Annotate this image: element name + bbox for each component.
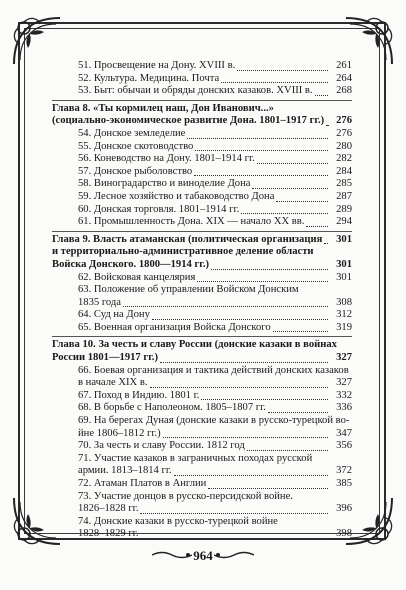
toc-entry-title: в начале XIX в. — [78, 377, 148, 389]
leader-dots — [211, 268, 328, 270]
leader-dots — [241, 212, 328, 214]
toc-entry[interactable] — [52, 204, 352, 217]
toc-entry-title: 63. Положение об управлении Войском Донским — [78, 284, 299, 296]
toc-entry-title: 73. Участие донцов в русско-персидской войне. — [78, 490, 293, 502]
toc-page-number: 319 — [336, 321, 352, 333]
chapter-separator — [52, 231, 352, 232]
toc-entry-title: 68. В борьбе с Наполеоном. 1805–1807 гг. — [78, 402, 266, 414]
chapter-separator — [52, 100, 352, 101]
toc-page-number: 308 — [336, 296, 352, 308]
toc-entry[interactable] — [52, 491, 352, 504]
toc-page-number: 280 — [336, 140, 352, 152]
page-number: 964 — [193, 548, 213, 563]
leader-dots — [276, 200, 328, 202]
toc-entry[interactable] — [52, 141, 352, 154]
toc-entry-title: 1828–1829 гг. — [78, 528, 139, 540]
toc-entry-title: Глава 8. «Ты кормилец наш, Дон Иванович...» — [52, 102, 274, 114]
toc-entry[interactable] — [52, 390, 352, 403]
toc-entry[interactable] — [52, 216, 352, 229]
toc-page-number: 372 — [336, 465, 352, 477]
toc-entry-title: 1826–1828 гг. — [78, 503, 139, 515]
toc-page-number: 301 — [336, 271, 352, 283]
toc-entry[interactable] — [52, 322, 352, 335]
toc-page-number: 282 — [336, 153, 352, 165]
toc-entry-title: 59. Лесное хозяйство и табаководство Дона — [78, 190, 275, 202]
toc-entry[interactable] — [52, 402, 352, 415]
toc-entry[interactable] — [52, 465, 352, 478]
toc-page-number: 312 — [336, 309, 352, 321]
leader-dots — [160, 361, 328, 363]
toc-entry[interactable] — [52, 478, 352, 491]
leader-dots — [221, 81, 328, 83]
leader-dots — [315, 94, 328, 96]
leader-dots — [257, 162, 328, 164]
toc-entry-title: 69. На берегах Дуная (донские казаки в русско-турецкой во- — [78, 415, 350, 427]
toc-chapter-line[interactable] — [52, 115, 352, 128]
toc-page-number: 264 — [336, 72, 352, 84]
toc-entry-title: 60. Донская торговля. 1801–1914 гг. — [78, 203, 240, 215]
leader-dots — [208, 487, 328, 489]
toc-entry[interactable] — [52, 309, 352, 322]
toc-page-number: 261 — [336, 60, 352, 71]
toc-page-number: 396 — [336, 503, 352, 515]
toc-entry[interactable] — [52, 153, 352, 166]
toc-entry-title: армии. 1813–1814 гг. — [78, 465, 172, 477]
toc-entry-title: России 1801—1917 гг.) — [52, 352, 158, 364]
toc-page-number: 385 — [336, 478, 352, 489]
toc-entry-title: 62. Войсковая канцелярия — [78, 271, 196, 283]
leader-dots — [174, 474, 328, 476]
toc-chapter-line[interactable] — [52, 352, 352, 365]
toc-chapter-line[interactable] — [52, 246, 352, 259]
toc-entry[interactable] — [52, 284, 352, 297]
toc-entry-title: 54. Донское земледелие — [78, 127, 186, 139]
toc-entry-title: 65. Военная организация Войска Донского — [78, 321, 271, 333]
toc-page-number: 327 — [336, 377, 352, 389]
toc-entry[interactable] — [52, 272, 352, 285]
toc-chapter-line[interactable] — [52, 259, 352, 272]
toc-page-number: 287 — [336, 190, 352, 202]
toc-page-number: 398 — [336, 528, 352, 540]
toc-entry-title: 66. Боевая организация и тактика действий донских казаков — [78, 364, 349, 376]
toc-entry[interactable] — [52, 166, 352, 179]
toc-page-number: 327 — [336, 352, 352, 364]
toc-page-number: 268 — [336, 85, 352, 97]
leader-dots — [324, 242, 328, 244]
leader-dots — [195, 149, 328, 151]
leader-dots — [306, 225, 328, 227]
toc-page-number: 284 — [336, 165, 352, 177]
leader-dots — [187, 137, 328, 139]
toc-page-number: 301 — [336, 258, 352, 270]
toc-page-number: 294 — [336, 216, 352, 228]
toc-entry-title: 53. Быт: обычаи и обряды донских казаков. XVIII в. — [78, 85, 313, 97]
toc-page-number: 332 — [336, 389, 352, 401]
toc-entry-title: 67. Поход в Индию. 1801 г. — [78, 389, 200, 401]
leader-dots — [152, 318, 328, 320]
toc-entry-title: 70. За честь и славу России. 1812 год — [78, 440, 245, 452]
toc-entry[interactable] — [52, 503, 352, 516]
toc-page-number: 276 — [336, 127, 352, 139]
toc-entry-title: 52. Культура. Медицина. Почта — [78, 72, 220, 84]
toc-entry-title: 1835 года — [78, 296, 122, 308]
toc-entry-title: 74. Донские казаки в русско-турецкой войне — [78, 515, 278, 527]
toc-entry-title: 56. Коневодство на Дону. 1801–1914 гг. — [78, 153, 255, 165]
toc-entry[interactable] — [52, 73, 352, 86]
toc-page-number: 285 — [336, 178, 352, 190]
toc-entry[interactable] — [52, 178, 352, 191]
toc-page-number: 336 — [336, 402, 352, 414]
toc-entry[interactable] — [52, 528, 352, 541]
toc-chapter-line[interactable] — [52, 339, 352, 352]
toc-entry-title: Глава 9. Власть атаманская (политическая организация — [52, 233, 323, 245]
page-number-ornament-icon — [214, 550, 254, 560]
leader-dots — [237, 69, 328, 71]
toc-entry-title: Глава 10. За честь и славу России (донские казаки в войнах — [52, 339, 337, 351]
toc-page-number: 301 — [336, 233, 352, 245]
leader-dots — [140, 512, 328, 514]
leader-dots — [252, 187, 328, 189]
leader-dots — [140, 537, 328, 539]
toc-entry-title: и территориально-административное деление области — [52, 246, 314, 258]
leader-dots — [163, 436, 328, 438]
toc-entry-title: 51. Просвещение на Дону. XVIII в. — [78, 60, 236, 71]
toc-entry[interactable] — [52, 453, 352, 466]
toc-page-number: 356 — [336, 440, 352, 452]
toc-entry[interactable] — [52, 377, 352, 390]
toc-page-number: 289 — [336, 203, 352, 215]
leader-dots — [326, 124, 328, 126]
toc-entry[interactable] — [52, 516, 352, 529]
leader-dots — [201, 398, 328, 400]
toc-entry-title: Войска Донского. 1800—1914 гг.) — [52, 258, 210, 270]
toc-entry[interactable] — [52, 365, 352, 378]
toc-entry-title: йне 1806–1812 гг.) — [78, 427, 161, 439]
toc-entry-title: 64. Суд на Дону — [78, 309, 150, 321]
toc-entry[interactable] — [52, 85, 352, 98]
toc-page-number: 347 — [336, 427, 352, 439]
table-of-contents — [52, 60, 352, 541]
leader-dots — [123, 305, 328, 307]
toc-entry-title: 71. Участие казаков в заграничных походах русской — [78, 452, 313, 464]
toc-entry[interactable] — [52, 191, 352, 204]
toc-entry[interactable] — [52, 415, 352, 428]
leader-dots — [150, 386, 329, 388]
toc-entry-title: 57. Донское рыболовство — [78, 165, 193, 177]
toc-entry-title: (социально-экономическое развитие Дона. 1801–1917 гг.) — [52, 115, 325, 127]
leader-dots — [273, 330, 328, 332]
toc-entry[interactable] — [52, 128, 352, 141]
toc-entry-title: 55. Донское скотоводство — [78, 140, 194, 152]
toc-entry-title: 61. Промышленность Дона. XIX — начало XX вв. — [78, 216, 305, 228]
toc-entry[interactable] — [52, 440, 352, 453]
leader-dots — [268, 411, 328, 413]
leader-dots — [194, 174, 328, 176]
toc-entry[interactable] — [52, 60, 352, 73]
toc-entry-title: 58. Виноградарство и виноделие Дона — [78, 178, 251, 190]
toc-chapter-line[interactable] — [52, 103, 352, 116]
toc-chapter-line[interactable] — [52, 234, 352, 247]
chapter-separator — [52, 336, 352, 337]
toc-entry[interactable] — [52, 428, 352, 441]
toc-entry-title: 72. Атаман Платов в Англии — [78, 478, 207, 489]
leader-dots — [247, 449, 328, 451]
leader-dots — [197, 280, 328, 282]
toc-entry[interactable] — [52, 297, 352, 310]
toc-page-number: 276 — [336, 115, 352, 127]
